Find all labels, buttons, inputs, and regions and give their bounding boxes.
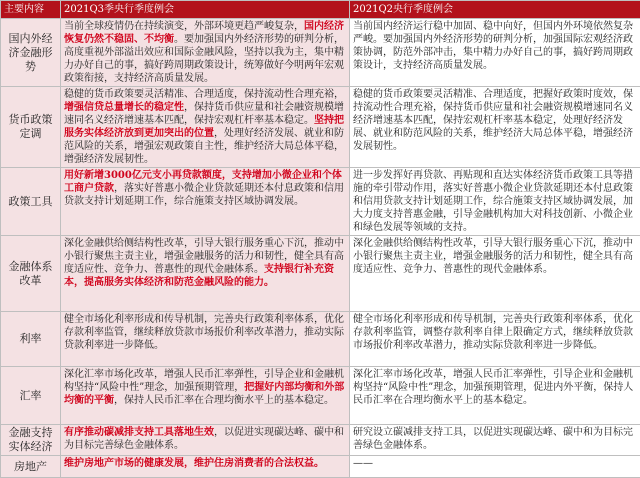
cell-text: 当前全球疫情仍在持续演变，外部环境更趋严峻复杂， — [64, 21, 304, 32]
highlighted-text: 把握好内部均衡和外部均衡的平衡 — [64, 382, 344, 406]
cell-text: 健全市场化利率形成和传导机制，完善央行政策利率体系，优化存款利率监管，调整存款利率自律上限确定方式，继续释放贷款市场报价利率改革潜力，推动实际贷款利率进一步降低。 — [353, 314, 633, 351]
cell-text: 研究设立碳减排支持工具，以促进实现碳达峰、碳中和为目标完善绿色金融体系。 — [353, 427, 633, 451]
cell-text: 深化汇率市场化改革，增强人民币汇率弹性，引导企业和金融机构坚持“风险中性”理念，加强预期管理， — [64, 369, 344, 393]
column-header-q3: 2021Q3季央行季度例会 — [61, 1, 350, 19]
q3-cell — [61, 312, 350, 367]
cell-text: ，保持货币供应量和社会融资规模增速同名义经济增速基本匹配，保持宏观杠杆率基本稳定。 — [64, 102, 344, 126]
table-row — [1, 87, 640, 168]
q2-cell — [350, 236, 640, 312]
column-header-q2: 2021Q2央行季度例会 — [350, 1, 640, 19]
table-row — [1, 236, 640, 312]
highlighted-text: 国内经济恢复仍然不稳固、不均衡 — [64, 21, 344, 45]
cell-text: 稳健的货币政策要灵活精准、合理适度，把握好政策时度效，保持流动性合理充裕，保持货币供应量和社会融资规模增速同名义经济增速基本匹配，保持宏观杠杆率基本稳定，处理好经济发展、就业和防范风险的关系，维护经济大局总体平稳，增强经济发展韧性。 — [353, 89, 633, 152]
row-label: 政策工具 — [1, 168, 61, 236]
q2-cell — [350, 168, 640, 236]
q2-cell — [350, 367, 640, 425]
q2-cell — [350, 312, 640, 367]
cell-text: 健全市场化利率形成和传导机制，完善央行政策利率体系，优化存款利率监管，继续释放贷款市场报价利率改革潜力，推动实际贷款利率进一步降低。 — [64, 314, 344, 351]
q3-cell — [61, 425, 350, 456]
highlighted-text: 维护房地产市场的健康发展，维护住房消费者的合法权益。 — [64, 458, 324, 469]
row-label: 金融支持实体经济 — [1, 425, 61, 456]
row-label: 国内外经济金融形势 — [1, 19, 61, 87]
row-label: 利率 — [1, 312, 61, 367]
row-label: 货币政策定调 — [1, 87, 61, 168]
cell-text: 。要加强国内外经济形势的研判分析，高度重视外部溢出效应和国际金融风险，坚持以我为主，集中精力办好自己的事，搞好跨周期政策设计，统筹做好今明两年宏观政策衔接，支持经济高质量发展。 — [64, 34, 344, 84]
q3-cell — [61, 19, 350, 87]
cell-text: ，处理好经济发展、就业和防范风险的关系，增强宏观政策自主性，维护经济大局总体平稳，增强经济发展韧性。 — [64, 128, 344, 165]
cell-text: ，保持人民币汇率在合理均衡水平上的基本稳定。 — [114, 395, 334, 406]
table-row — [1, 425, 640, 456]
cell-text: 进一步发挥好再贷款、再贴现和直达实体经济货币政策工具等措施的牵引带动作用，落实好普惠小微企业贷款延期还本付息政策和信用贷款支持计划延期工作，综合施策支持区域协调发展，加大力度支持普惠金融，引导金融机构加大对科技创新、小微企业和绿色发展等领域的支持。 — [353, 170, 633, 233]
table-header-row — [1, 1, 640, 19]
cell-text: ，落实好普惠小微企业贷款延期还本付息政策和信用贷款支持计划延期工作，综合施策支持区域协调发展。 — [64, 183, 344, 207]
row-label: 房地产 — [1, 456, 61, 478]
table-row — [1, 312, 640, 367]
cell-text: 稳健的货币政策要灵活精准、合理适度，保持流动性合理充裕， — [64, 89, 344, 100]
table-row — [1, 168, 640, 236]
highlighted-text: 坚持把服务实体经济放到更加突出的位置 — [64, 115, 344, 139]
column-header-content: 主要内容 — [1, 1, 61, 19]
highlighted-text: 有序推动碳减排支持工具落地生效 — [64, 427, 214, 438]
q2-cell — [350, 87, 640, 168]
table-row — [1, 456, 640, 478]
q2-cell — [350, 425, 640, 456]
row-label: 汇率 — [1, 367, 61, 425]
q2-cell — [350, 456, 640, 478]
q3-cell — [61, 168, 350, 236]
cell-text: ，以促进实现碳达峰、碳中和为目标完善绿色金融体系。 — [64, 427, 344, 451]
table-row — [1, 367, 640, 425]
q3-cell — [61, 236, 350, 312]
cell-text: 当前国内经济运行稳中加固、稳中向好，但国内外环境依然复杂严峻。要加强国内外经济形势的研判分析，加强国际宏观经济政策协调，防范外部冲击，集中精力办好自己的事，搞好跨周期政策设计，支持经济高质量发展。 — [353, 21, 633, 71]
q3-cell — [61, 456, 350, 478]
q3-cell — [61, 87, 350, 168]
highlighted-text: 用好新增3000亿元支小再贷款额度，支持增加小微企业和个体工商户贷款 — [64, 170, 342, 194]
highlighted-text: 增强信贷总量增长的稳定性 — [64, 102, 184, 113]
q3-cell — [61, 367, 350, 425]
cell-text: 深化金融供给侧结构性改革，引导大银行服务重心下沉，推动中小银行聚焦主责主业，增强金融服务的活力和韧性，健全具有高度适应性、竞争力、普惠性的现代金融体系。 — [64, 238, 344, 275]
highlighted-text: 支持银行补充资本，提高服务实体经济和防范金融风险的能力。 — [64, 264, 334, 288]
q2-cell — [350, 19, 640, 87]
row-label: 金融体系改革 — [1, 236, 61, 312]
cell-text: —— — [353, 458, 373, 469]
cell-text: 深化金融供给侧结构性改革，引导大银行服务重心下沉，推动中小银行聚焦主责主业，增强金融服务的活力和韧性，健全具有高度适应性、竞争力、普惠性的现代金融体系。 — [353, 238, 633, 275]
cell-text: 深化汇率市场化改革，增强人民币汇率弹性，引导企业和金融机构坚持“风险中性”理念，加强预期管理，促进内外平衡，保持人民币汇率在合理均衡水平上的基本稳定。 — [353, 369, 633, 406]
table-row — [1, 19, 640, 87]
